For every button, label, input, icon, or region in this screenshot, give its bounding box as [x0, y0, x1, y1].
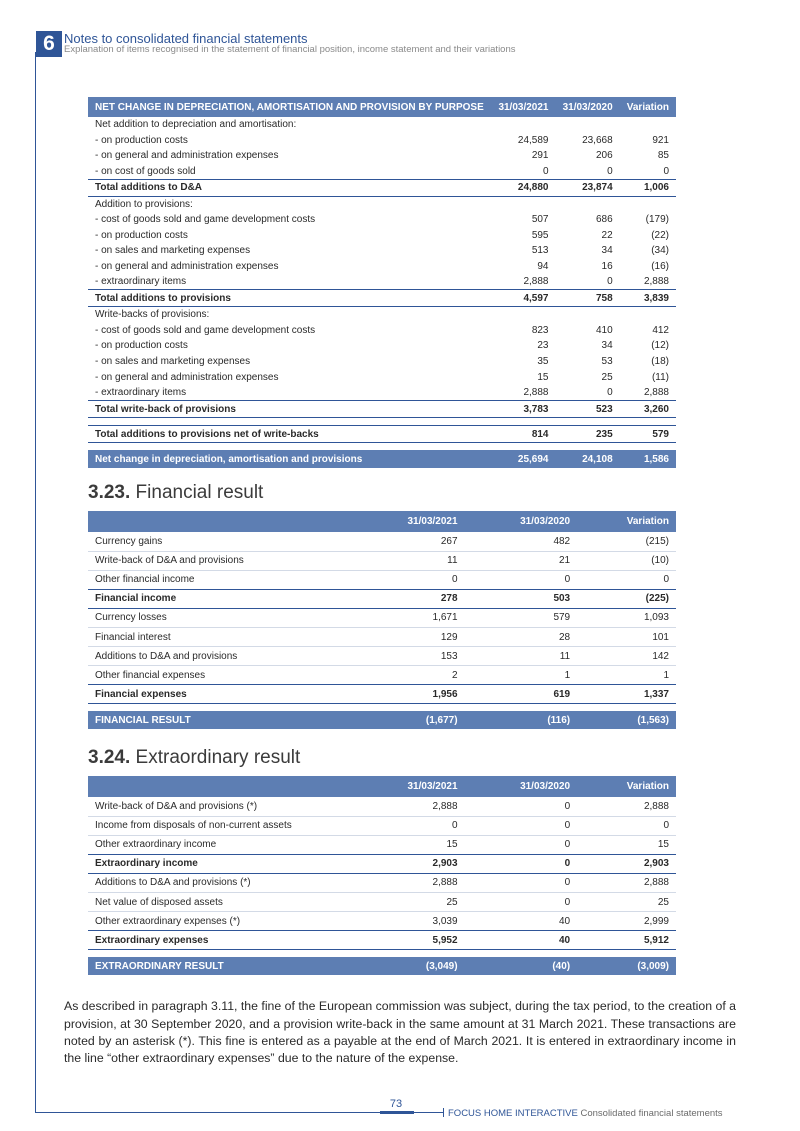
row-label: Other extraordinary expenses (*): [95, 915, 241, 927]
cell-variation: 25: [577, 892, 676, 911]
row-label: Other financial income: [95, 574, 195, 586]
cell-variation: (179): [645, 214, 669, 226]
cell-2021: 94: [537, 261, 549, 273]
row-label: - on production costs: [95, 134, 188, 146]
row-label: Financial income: [88, 589, 352, 608]
result-row: [88, 711, 676, 729]
cell-2020: 0: [465, 873, 578, 892]
table-header-row: [88, 511, 676, 532]
cell-2020: 11: [465, 647, 578, 666]
cell-2021: 0: [352, 816, 465, 835]
cell-2020: 40: [559, 915, 571, 927]
table-row: [88, 274, 676, 290]
row-label: - on general and administration expenses: [95, 150, 279, 162]
cell-2020: 523: [556, 401, 620, 418]
cell-2021: 291: [531, 150, 549, 162]
cell-2021: 1,956: [352, 685, 465, 704]
cell-2021: (3,049): [352, 957, 465, 975]
cell-2021: (1,677): [352, 711, 465, 729]
cell-2020: 1: [564, 669, 571, 681]
result-row: [88, 957, 676, 975]
cell-2021: 2,888: [352, 873, 465, 892]
column-header: NET CHANGE IN DEPRECIATION, AMORTISATION AND PROVISION BY PURPOSE: [88, 97, 491, 117]
section-title-financial-result: [88, 482, 263, 504]
result-row: [88, 450, 676, 468]
cell-variation: 2,999: [643, 915, 669, 927]
cell-2021: 4,597: [491, 290, 555, 307]
cell-variation: (18): [651, 356, 669, 368]
total-row: [88, 854, 676, 873]
financial-result-table: [88, 511, 676, 729]
cell-2020: [556, 117, 620, 133]
cell-2021: 25: [352, 892, 465, 911]
cell-2020: 40: [465, 931, 578, 950]
cell-2020: 503: [465, 589, 578, 608]
row-label: - on sales and marketing expenses: [95, 245, 251, 257]
table-row: [88, 307, 676, 323]
cell-variation: (225): [577, 589, 676, 608]
cell-2020: [556, 196, 620, 212]
row-label: Net addition to depreciation and amortisation:: [95, 119, 297, 131]
cell-2020: [556, 307, 620, 323]
table-row: [88, 259, 676, 275]
total-row: [88, 290, 676, 307]
row-label: Total write-back of provisions: [88, 401, 491, 418]
cell-variation: 412: [652, 324, 669, 336]
row-label: Extraordinary expenses: [88, 931, 352, 950]
table-row: [88, 912, 676, 931]
row-label: Additions to D&A and provisions (*): [88, 873, 352, 892]
row-label: Net value of disposed assets: [88, 892, 352, 911]
explanatory-paragraph: As described in paragraph 3.11, the fine of the European commission was subject, during the tax period, to the creation of a provision, at 30 September 2020, and a provision write-back in the same amount at 31 March 2021. These transactions are noted by an asterisk (*). This fine is entered as a payable at the end of March 2021. It is entered in extraordinary income in the line “other extraordinary expenses” due to the nature of the expense.: [64, 999, 736, 1066]
table-row: [88, 532, 676, 551]
row-label: - on production costs: [95, 229, 188, 241]
cell-2020: (40): [465, 957, 578, 975]
cell-variation: 2,903: [577, 854, 676, 873]
table-row: [88, 570, 676, 589]
cell-2020: 0: [564, 839, 571, 851]
cell-2021: 814: [491, 426, 555, 443]
row-label: EXTRAORDINARY RESULT: [88, 957, 352, 975]
cell-2020: 579: [465, 608, 578, 627]
extraordinary-result-table: [88, 776, 676, 975]
column-header: Variation: [620, 97, 676, 117]
table-row: [88, 196, 676, 212]
cell-variation: (11): [651, 371, 669, 383]
table-header-row: [88, 776, 676, 797]
row-label: Income from disposals of non-current assets: [88, 816, 352, 835]
cell-2020: 619: [465, 685, 578, 704]
cell-2021: 153: [352, 647, 465, 666]
section-number: 3.24.: [88, 747, 131, 768]
cell-variation: 2,888: [577, 797, 676, 816]
cell-2021: 2,888: [523, 276, 549, 288]
row-label: - cost of goods sold and game development costs: [95, 324, 316, 336]
chapter-number: 6: [36, 31, 62, 57]
column-header: 31/03/2021: [352, 511, 465, 532]
cell-2021: 5,952: [352, 931, 465, 950]
footer: [448, 1108, 723, 1119]
cell-variation: 5,912: [577, 931, 676, 950]
row-label: Other extraordinary income: [95, 839, 217, 851]
table-row: [88, 551, 676, 570]
table-row: [88, 212, 676, 228]
row-label: Financial interest: [88, 627, 352, 646]
row-label: Additions to D&A and provisions: [88, 647, 352, 666]
total-row: [88, 426, 676, 443]
cell-2020: 0: [607, 276, 613, 288]
table-row: [88, 369, 676, 385]
cell-2020: 758: [556, 290, 620, 307]
cell-variation: (22): [651, 229, 669, 241]
cell-2020: 0: [564, 574, 571, 586]
cell-2021: 35: [537, 356, 549, 368]
table-row: [88, 385, 676, 401]
cell-2020: 235: [556, 426, 620, 443]
total-row: [88, 589, 676, 608]
cell-variation: 1,006: [620, 179, 676, 196]
cell-variation: 0: [577, 816, 676, 835]
cell-variation: (34): [651, 245, 669, 257]
cell-2020: 0: [607, 165, 613, 177]
cell-variation: 3,260: [620, 401, 676, 418]
column-header: 31/03/2020: [556, 97, 620, 117]
cell-variation: 85: [657, 150, 669, 162]
row-label: - on production costs: [95, 340, 188, 352]
cell-2021: 513: [531, 245, 549, 257]
table-row: [88, 323, 676, 339]
cell-2021: 23: [537, 340, 549, 352]
page-frame-left: [35, 52, 36, 1112]
cell-2021: 25,694: [491, 450, 555, 468]
cell-variation: 2,888: [643, 386, 669, 398]
column-header: 31/03/2021: [352, 776, 465, 797]
cell-variation: 579: [620, 426, 676, 443]
cell-2021: 11: [352, 551, 465, 570]
cell-2021: 1,671: [352, 608, 465, 627]
cell-variation: (10): [577, 551, 676, 570]
table-row: [88, 338, 676, 354]
page-frame-tick: [443, 1108, 444, 1117]
table-row: [88, 608, 676, 627]
table-row: [88, 797, 676, 816]
column-header: 31/03/2020: [465, 511, 578, 532]
column-header: Variation: [577, 511, 676, 532]
cell-2021: 15: [537, 371, 549, 383]
cell-2021: 3,783: [491, 401, 555, 418]
header-title: Notes to consolidated financial statements: [64, 31, 308, 46]
cell-2020: 206: [595, 150, 613, 162]
cell-2020: 34: [601, 245, 613, 257]
cell-variation: 101: [577, 627, 676, 646]
cell-variation: (12): [651, 340, 669, 352]
cell-2020: 21: [465, 551, 578, 570]
column-header: 31/03/2020: [465, 776, 578, 797]
column-header: Variation: [577, 776, 676, 797]
row-spacer: [88, 443, 676, 451]
cell-variation: 2,888: [577, 873, 676, 892]
cell-2020: 0: [465, 854, 578, 873]
row-label: Write-backs of provisions:: [95, 309, 210, 321]
cell-2021: 2,888: [523, 386, 549, 398]
table-row: [88, 835, 676, 854]
cell-2021: [491, 307, 555, 323]
cell-2020: 53: [601, 356, 613, 368]
row-spacer: [88, 704, 676, 712]
table-row: [88, 117, 676, 133]
total-row: [88, 685, 676, 704]
cell-variation: 1,093: [577, 608, 676, 627]
cell-2021: [491, 117, 555, 133]
cell-variation: (215): [577, 532, 676, 551]
cell-2021: 24,589: [517, 134, 549, 146]
cell-2021: 24,880: [491, 179, 555, 196]
row-label: - on sales and marketing expenses: [95, 356, 251, 368]
cell-variation: [620, 307, 676, 323]
cell-2021: 595: [531, 229, 549, 241]
cell-variation: [620, 117, 676, 133]
cell-2020: 28: [465, 627, 578, 646]
cell-2020: (116): [465, 711, 578, 729]
cell-2021: 0: [542, 165, 549, 177]
cell-2020: 34: [601, 340, 613, 352]
cell-2021: 2: [452, 669, 458, 681]
row-label: Total additions to D&A: [88, 179, 491, 196]
row-label: Currency gains: [88, 532, 352, 551]
column-header: [88, 776, 352, 797]
row-label: - on cost of goods sold: [95, 165, 196, 177]
row-label: Total additions to provisions: [88, 290, 491, 307]
row-label: Write-back of D&A and provisions: [88, 551, 352, 570]
page-number: 73: [389, 1098, 403, 1110]
cell-2021: [491, 196, 555, 212]
total-row: [88, 931, 676, 950]
cell-variation: 0: [663, 574, 669, 586]
row-label: - on general and administration expenses: [95, 261, 279, 273]
column-header: [88, 511, 352, 532]
cell-2020: 0: [607, 386, 613, 398]
table-row: [88, 627, 676, 646]
cell-2021: 267: [352, 532, 465, 551]
cell-2021: 0: [452, 574, 458, 586]
cell-2021: 823: [531, 324, 549, 336]
section-number: 3.23.: [88, 482, 131, 503]
cell-variation: 15: [657, 839, 669, 851]
table-row: [88, 666, 676, 685]
total-row: [88, 179, 676, 196]
cell-2021: 507: [531, 214, 549, 226]
total-row: [88, 401, 676, 418]
cell-2021: 3,039: [432, 915, 458, 927]
cell-2020: 410: [595, 324, 613, 336]
cell-variation: 3,839: [620, 290, 676, 307]
cell-variation: (1,563): [577, 711, 676, 729]
cell-2021: 15: [446, 839, 458, 851]
cell-variation: (16): [651, 261, 669, 273]
row-label: Currency losses: [88, 608, 352, 627]
row-label: Write-back of D&A and provisions (*): [88, 797, 352, 816]
row-label: Total additions to provisions net of write-backs: [88, 426, 491, 443]
cell-2021: 2,888: [352, 797, 465, 816]
column-header: 31/03/2021: [491, 97, 555, 117]
section-heading: Financial result: [135, 482, 264, 503]
table-row: [88, 647, 676, 666]
table-row: [88, 816, 676, 835]
cell-2020: 23,668: [582, 134, 613, 146]
cell-2021: 129: [352, 627, 465, 646]
cell-2020: 0: [465, 816, 578, 835]
header-subtitle: Explanation of items recognised in the statement of financial position, income statement and their variations: [64, 44, 516, 55]
footer-company: FOCUS HOME INTERACTIVE: [448, 1108, 578, 1119]
table-header-row: [88, 97, 676, 117]
cell-variation: 0: [663, 165, 669, 177]
section-heading: Extraordinary result: [135, 747, 301, 768]
cell-2020: 16: [601, 261, 613, 273]
footer-document: Consolidated financial statements: [580, 1108, 723, 1119]
cell-2020: 0: [465, 892, 578, 911]
cell-variation: [620, 196, 676, 212]
row-label: - extraordinary items: [95, 276, 187, 288]
cell-2021: 278: [352, 589, 465, 608]
row-label: - cost of goods sold and game development costs: [95, 214, 316, 226]
table-row: [88, 892, 676, 911]
row-label: FINANCIAL RESULT: [88, 711, 352, 729]
cell-variation: 2,888: [643, 276, 669, 288]
row-label: Other financial expenses: [95, 669, 206, 681]
cell-2020: 686: [595, 214, 613, 226]
row-label: - on general and administration expenses: [95, 371, 279, 383]
cell-variation: 1,586: [620, 450, 676, 468]
table-row: [88, 148, 676, 164]
row-label: Financial expenses: [88, 685, 352, 704]
cell-2020: 23,874: [556, 179, 620, 196]
section-title-extraordinary-result: [88, 747, 300, 769]
row-label: Extraordinary income: [88, 854, 352, 873]
row-spacer: [88, 418, 676, 426]
table-row: [88, 164, 676, 180]
page-number-bar: [380, 1111, 414, 1114]
cell-2020: 0: [465, 797, 578, 816]
table-row: [88, 243, 676, 259]
row-label: - extraordinary items: [95, 386, 187, 398]
row-spacer: [88, 950, 676, 958]
row-label: Addition to provisions:: [95, 198, 193, 210]
table-row: [88, 228, 676, 244]
table-row: [88, 133, 676, 149]
row-label: Net change in depreciation, amortisation and provisions: [88, 450, 491, 468]
table-row: [88, 354, 676, 370]
cell-variation: 1,337: [577, 685, 676, 704]
cell-variation: 142: [577, 647, 676, 666]
cell-2020: 24,108: [556, 450, 620, 468]
cell-2021: 2,903: [352, 854, 465, 873]
cell-2020: 22: [601, 229, 613, 241]
cell-variation: (3,009): [577, 957, 676, 975]
table-row: [88, 873, 676, 892]
cell-2020: 25: [601, 371, 613, 383]
cell-variation: 1: [663, 669, 669, 681]
depreciation-table: [88, 97, 676, 468]
cell-variation: 921: [652, 134, 669, 146]
cell-2020: 482: [465, 532, 578, 551]
